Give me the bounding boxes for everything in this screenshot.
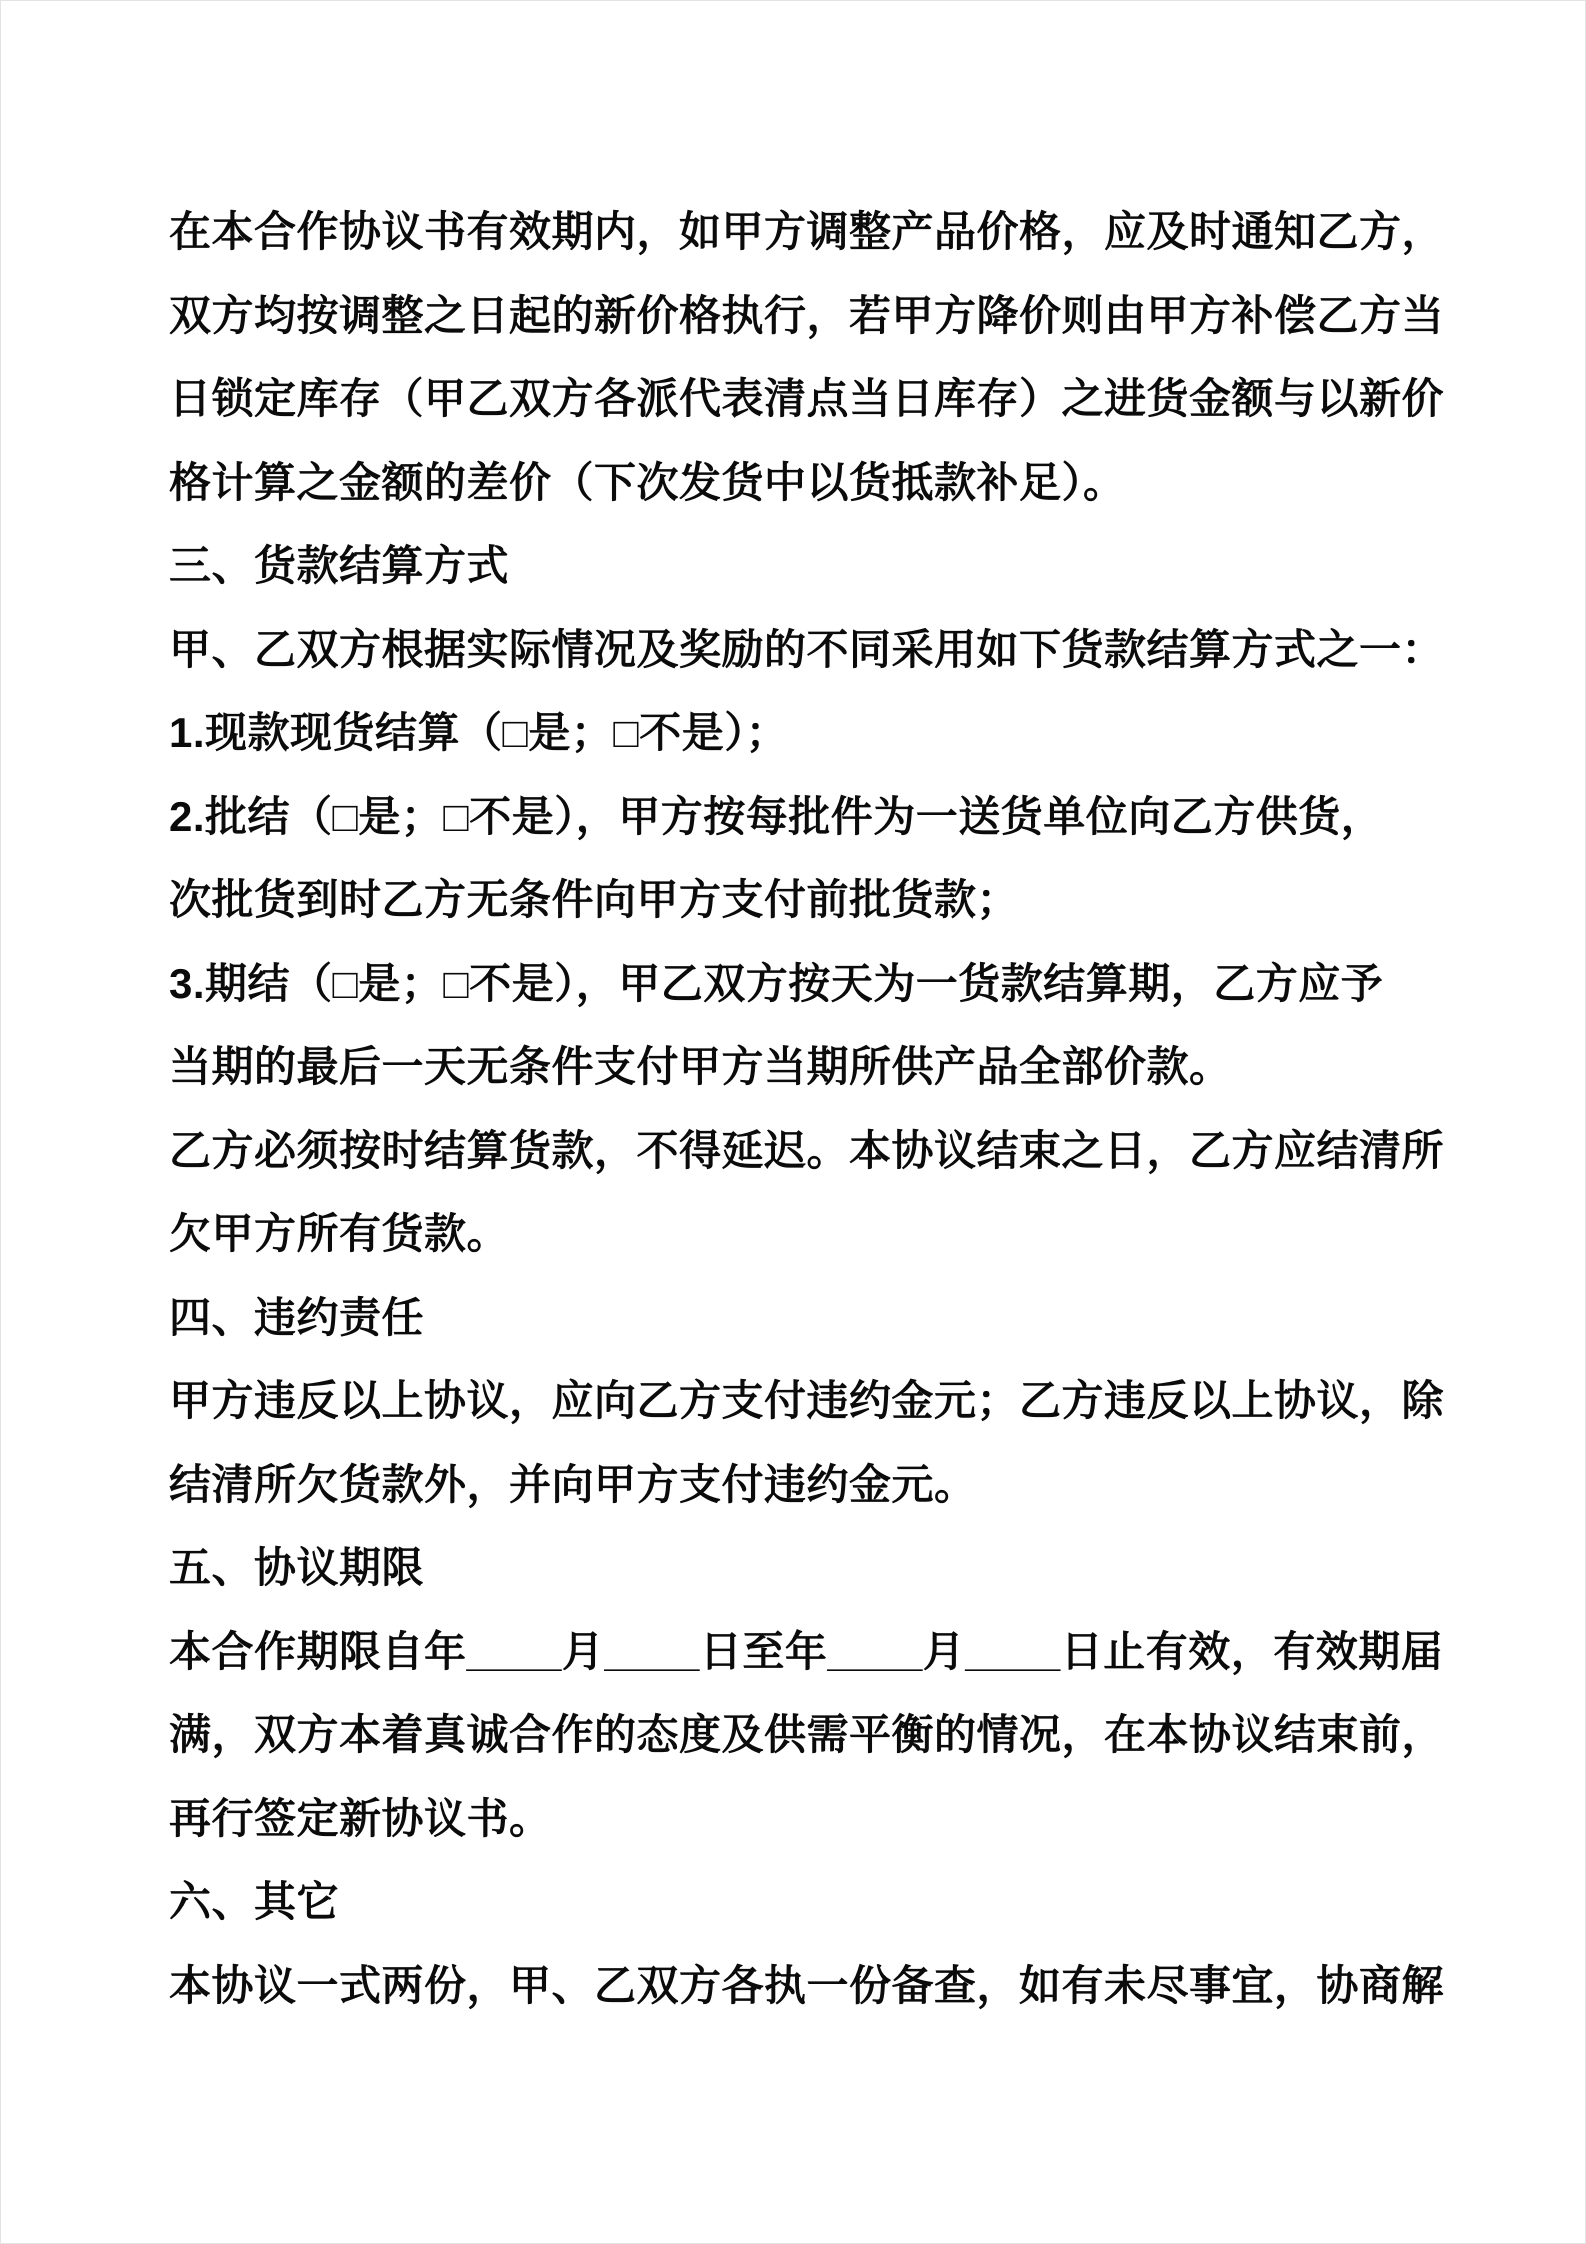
text-line: 甲、乙双方根据实际情况及奖励的不同采用如下货款结算方式之一： — [169, 625, 1445, 673]
text-line: 本合作期限自年____月____日至年____月____日止有效，有效期届 — [169, 1627, 1444, 1675]
text-line: 欠甲方所有货款。 — [169, 1210, 510, 1257]
section-heading: 三、货款结算方式 — [169, 542, 510, 589]
text-line: 甲方违反以上协议，应向乙方支付违约金元；乙方违反以上协议，除 — [169, 1377, 1445, 1424]
text-line: 在本合作协议书有效期内，如甲方调整产品价格，应及时通知乙方， — [169, 208, 1445, 255]
text-line: 2.批结（□是；□不是），甲方按每批件为一送货单位向乙方供货， — [169, 792, 1384, 840]
text-line: 再行签定新协议书。 — [169, 1794, 552, 1842]
section-heading: 五、协议期限 — [169, 1544, 425, 1591]
section-heading: 六、其它 — [169, 1878, 340, 1925]
text-line: 3.期结（□是；□不是），甲乙双方按天为一货款结算期，乙方应予 — [169, 959, 1384, 1007]
section-heading: 四、违约责任 — [169, 1293, 425, 1341]
text-line: 格计算之金额的差价（下次发货中以货抵款补足）。 — [169, 458, 1126, 506]
text-line: 1.现款现货结算（□是；□不是）； — [169, 709, 789, 756]
text-line: 结清所欠货款外，并向甲方支付违约金元。 — [169, 1460, 977, 1508]
text-line: 次批货到时乙方无条件向甲方支付前批货款； — [169, 876, 1020, 923]
text-line: 当期的最后一天无条件支付甲方当期所供产品全部价款。 — [169, 1043, 1232, 1090]
text-line: 双方均按调整之日起的新价格执行，若甲方降价则由甲方补偿乙方当 — [169, 291, 1445, 339]
text-line: 日锁定库存（甲乙双方各派代表清点当日库存）之进货金额与以新价 — [169, 375, 1445, 422]
text-line: 满，双方本着真诚合作的态度及供需平衡的情况，在本协议结束前， — [169, 1711, 1445, 1758]
text-line: 本协议一式两份，甲、乙双方各执一份备查，如有未尽事宜，协商解 — [169, 1961, 1445, 2009]
text-line: 乙方必须按时结算货款，不得延迟。本协议结束之日，乙方应结清所 — [169, 1126, 1445, 1174]
document-text-block — [169, 190, 1445, 2027]
